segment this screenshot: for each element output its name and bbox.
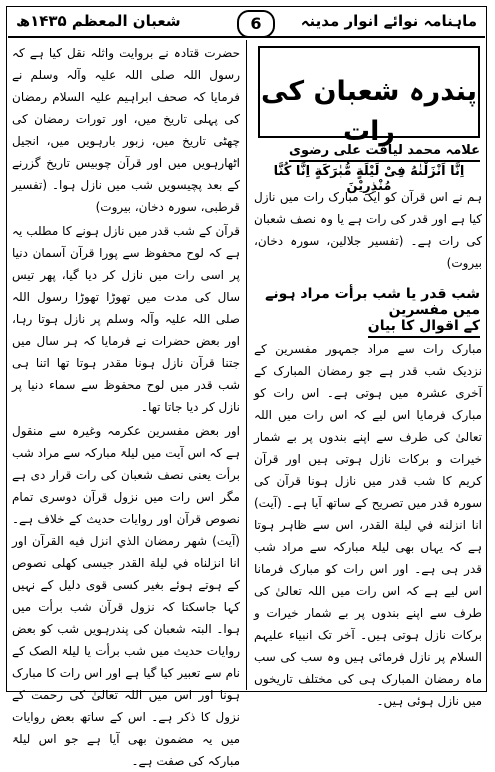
author-name: علامہ محمد لیاقت علی رضوی bbox=[289, 143, 480, 162]
article-author bbox=[258, 143, 480, 162]
article-title: پندرہ شعبان کی رات bbox=[261, 76, 477, 147]
heading-line-1: شب قدر یا شب برأت مراد ہونے میں مفسرین bbox=[265, 286, 480, 318]
paragraph: قرآن کے شب قدر میں نازل ہونے کا مطلب یہ ہے کہ لوح محفوظ سے پورا قرآن آسمان دنیا پر اسی رات میں نازل کر دیا گیا، پھر تیس سال کی مدت میں تھوڑا تھوڑا رسول اللہ صلی اللہ علیہ وآلہ وسلم پر نازل ہوتا رہا، اور بعض حضرات نے فرمایا کہ ہر سال میں جتنا قرآن نازل ہونا مقدر ہوتا تھا اتنا ہی شب قدر میں لوح محفوظ سے سماء دنیا پر نازل کر دیا جاتا تھا۔ bbox=[12, 224, 240, 414]
heading-line-2: کے اقوال کا بیان bbox=[368, 318, 480, 338]
column-divider bbox=[246, 40, 247, 690]
section-heading bbox=[258, 286, 480, 338]
paragraph: ہم نے اس قرآن کو ایک مبارک رات میں نازل کیا ہے اور قدر کی رات ہے یا وہ نصف شعبان کی رات ہے۔ (تفسیر جلالین، سورہ دخان، بیروت) bbox=[254, 190, 482, 270]
paragraph: اور بعض مفسرین عکرمہ وغیرہ سے منقول ہے کہ اس آیت میں لیلۃ مبارکہ سے مراد شب برأت یعنی نصف شعبان کی رات قرار دی ہے مگر اس رات میں نزول قرآن دوسری تمام نصوص قرآن اور روایات حدیث کے خلاف ہے۔ (آیت) شهر رمضان الذي انزل فيه القرآن اور انا انزلناه في ليلة القدر جیسی کھلی نصوص کے ہوتے ہوئے بغیر کسی قوی دلیل کے نہیں کہا جاسکتا کہ نزول قرآن شب برأت میں ہوا۔ البتہ شعبان کی پندرہویں شب کو بعض روایات حدیث میں شب برأت یا لیلۃ الصک کے نام سے تعبیر کیا گیا ہے اور اس رات کا مبارک ہونا اور اس میں اللہ تعالیٰ کی رحمت کے نزول کا ذکر ہے۔ اس کے ساتھ بعض روایات میں یہ مضمون بھی آیا ہے جو اس لیلۃ مبارکہ کی صفت ہے۔ bbox=[12, 424, 240, 768]
page-header bbox=[8, 8, 485, 38]
issue-date: شعبان المعظم ۱۴۳۵ھ bbox=[16, 12, 181, 30]
quran-verse: اِنَّا اَنْزَلْنٰهُ فِیْ لَیْلَةٍ مُّبٰرَكَةٍ اِنَّا كُنَّا مُنْذِرِیْنَ bbox=[273, 164, 465, 194]
left-column bbox=[12, 42, 240, 768]
page-number: 6 bbox=[237, 10, 275, 38]
paragraph: حضرت قتادہ نے بروایت واثلہ نقل کیا ہے کہ رسول اللہ صلی اللہ علیہ وآلہ وسلم نے فرمایا کہ صحف ابراہیم علیہ السلام رمضان کی پہلی تاریخ میں، اور تورات رمضان کی چھٹی تاریخ میں، زبور بارہویں میں، انجیل اٹھارہویں میں اور قرآن چوبیس تاریخ گزرنے کے بعد پچیسویں شب میں نازل ہوا۔ (تفسیر قرطبی، سورہ دخان، بیروت) bbox=[12, 46, 240, 214]
paragraph: مبارک رات سے مراد جمہور مفسرین کے نزدیک شب قدر ہے جو رمضان المبارک کے آخری عشرہ میں ہوتی ہے۔ اس رات کو مبارک فرمایا اس لیے کہ اس رات میں اللہ تعالیٰ کی طرف سے اپنے بندوں پر بے شمار خیرات و برکات نازل ہوتی ہیں اور قرآن کریم کا شب قدر میں نازل ہونا قرآن کی سورہ قدر میں تصریح کے ساتھ آیا ہے۔ (آیت) انا انزلنه في ليلة القدر، اس سے ظاہر ہوتا ہے کہ یہاں بھی لیلۃ مبارکہ سے مراد شب قدر ہی ہے۔ اور اس رات کو مبارک فرمانا اس لیے ہے کہ اس رات میں اللہ تعالیٰ کی طرف سے اپنے بندوں پر بے شمار خیرات و برکات نازل ہوتی ہیں۔ آخر تک انبیاء علیہم السلام پر نازل فرمائی ہیں وہ سب کی سب ماہ رمضان المبارک ہی کی مختلف تاریخوں میں نازل ہوئی ہیں۔ bbox=[254, 342, 482, 708]
article-title-box bbox=[258, 46, 480, 147]
magazine-name: ماہنامہ نوائے انوار مدینہ bbox=[300, 12, 477, 30]
right-column-body bbox=[254, 338, 482, 708]
right-column-intro bbox=[254, 186, 482, 278]
